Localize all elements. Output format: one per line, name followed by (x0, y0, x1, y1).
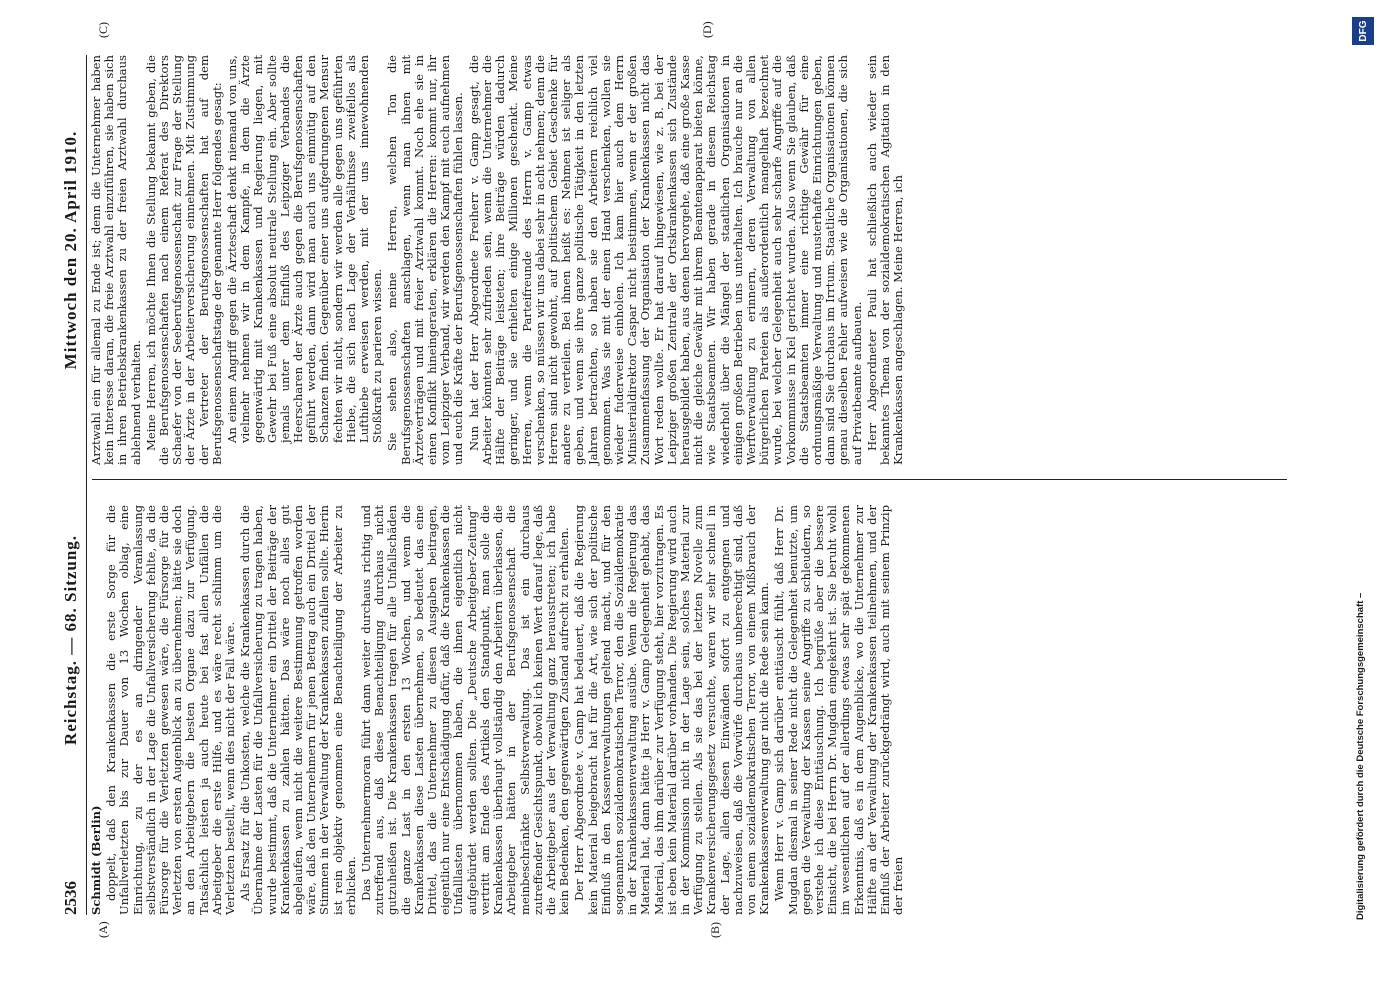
session-date: Mittwoch den 20. April 1910. (61, 130, 80, 370)
session-title: Reichstag. — 68. Sitzung. (61, 534, 80, 746)
paragraph: Der Herr Abgeordnete v. Gamp hat bedauert, daß die Regierung kein Material beigebracht hat für die Art, wie sich der politische Einfluß in den Kassenverwaltungen geltend macht, und für den sogenannten sozialdemokratischen Terror, den die Sozialdemokratie in der Krankenkassenverwaltung ausübe. Wenn die Regierung das Material hat, dann hätte ja Herr v. Gamp Gelegenheit gehabt, das Material, das ihm darüber zur Verfügung steht, hier vorzutragen. Es ist eben kein Material darüber vorhanden. Die Regierung wird auch in der Kommission nicht in der Lage sein, solches Material zur Verfügung zu stellen. Als sie das bei der letzten Novelle zum Krankenversicherungsgesetz versuchte, waren wir sehr schnell in der Lage, allen diesen Einwänden sofort zu entgegnen und nachzuweisen, daß die Vorwürfe durchaus unberechtigt sind, daß von einem sozialdemokratischen Terror, von einem Mißbrauch der Krankenkassenverwaltung gar nicht die Rede sein kann. (572, 505, 772, 915)
page-number: 2536 (61, 881, 80, 915)
paragraph: Nun hat der Herr Abgeordnete Freiherr v. Gamp gesagt, die Arbeiter könnten sehr zufrieden sein, wenn die Unternehmer die Hälfte der Beiträge leisteten; ihre Beiträge würden dadurch geringer, und sie erhielten einige Millionen geschenkt. Meine Herren, wenn die Parteifreunde des Herrn v. Gamp etwas verschenken, so müssen wir uns dabei sehr in acht nehmen; denn die Herren sind nicht gewohnt, auf politischem Gebiet Geschenke für andere zu verteilen. Bei ihnen heißt es: Nehmen ist seliger als geben, und wenn sie ihre ganze politische Tätigkeit in den letzten Jahren betrachten, so haben sie den Arbeitern reichlich viel genommen. Was sie mit der einen Hand verschenken, wollen sie wieder fuderweise einholen. Ich kam hier auch dem Herrn Ministerialdirektor Caspar nicht beistimmen, wenn er der großen Zusammenfassung der Organisation der Krankenkassen nicht das Wort reden wollte. Er hat darauf hingewiesen, wie z. B. bei der Leipziger großen Zentrale der Ortskrankenkassen sich Zustände herausgebildet haben, aus denen hervorgehe, daß eine große Kasse nicht die gleiche Gewähr mit ihrem Beamtenapparat bieten könne, wie Staatsbeamten. Wir haben gerade in diesem Reichstag wiederholt über die Mängel der staatlichen Organisationen in einigen großen Betrieben uns unterhalten. Ich brauche nur an die Werftverwaltung zu erinnern, deren Verwaltung von allen bürgerlichen Parteien als außerordentlich mangelhaft bezeichnet wurde, bei welcher Gelegenheit auch sehr scharfe Angriffe auf die Vorkommnisse in Kiel gerichtet wurden. Also wenn Sie glauben, daß die Staatsbeamten immer eine richtige Gewähr für eine ordnungsmäßige Verwaltung und musterhafte Einrichtungen geben, dann sind Sie durchaus im Irrtum. Staatliche Organisationen können genau dieselben Fehler aufweisen wie die Organisationen, die sich auf Privatbeamte aufbauen. (466, 55, 864, 465)
paragraph: Herr Abgeordneter Pauli hat schließlich auch wieder sein bekanntes Thema von der sozialdemokratischen Agitation in den Krankenkassen angeschlagen. Meine Herren, ich (864, 55, 906, 465)
dfg-logo: DFG (1352, 17, 1374, 45)
margin-letter-b: (B) (708, 922, 722, 938)
funding-note: Digitalisierung gefördert durch die Deutsche Forschungsgemeinschaft – (1355, 592, 1366, 920)
paragraph: Arztwahl ein für allemal zu Ende ist; denn die Unternehmer haben kein Interesse daran, die freie Arztwahl einzuführen, sie haben sich in ihren Betriebskrankenkassen zu der freien Arztwahl durchaus ablehnend verhalten. (89, 55, 143, 465)
page-header (58, 55, 84, 915)
paragraph: Als Ersatz für die Unkosten, welche die Krankenkassen durch die Übernahme der Lasten für die Unfallversicherung zu tragen haben, wurde bestimmt, daß die Unternehmer ein Drittel der Beiträge der Krankenkassen zu zahlen hätten. Das wäre noch alles gut abgelaufen, wenn nicht die weitere Bestimmung getroffen worden wäre, daß den Unternehmern für jenen Betrag auch ein Drittel der Stimmen in der Verwaltung der Krankenkassen zufallen sollte. Hierin ist rein objektiv genommen eine Benachteiligung der Arbeiter zu erblicken. (238, 505, 358, 915)
paragraph: Sie sehen also, meine Herren, welchen Ton die Berufsgenossenschaften anschlagen, wenn man ihnen mit Ärzteverträgen und mit freier Arztwahl kommt. Noch ehe sie in einen Konflikt hineingeraten, erklären die Herren: kommt nur, ihr vom Leipziger Verband, wir werden den Kampf mit euch aufnehmen und euch die Kräfte der Berufsgenossenschaften fühlen lassen. (385, 55, 466, 465)
paragraph: doppelt, daß den Krankenkassen die erste Sorge für die Unfallverletzten bis zur Dauer von 13 Wochen oblag, eine Einrichtung, zu der es an dringender Veranlassung selbstverständlich in der Lage die Unfallversicherung fehlte, da die Fürsorge für die Verletzten gewesen wäre, die Fürsorge für die Verletzten von ersten Augenblick an zu übernehmen; hätte sie doch an den Arbeitgebern die besten Organe dazu zur Verfügung. Tatsächlich leisten ja auch heute bei fast allen Unfällen die Arbeitgeber die erste Hilfe, und es wäre recht schlimm um die Verletzten bestellt, wenn dies nicht der Fall wäre. (104, 505, 238, 915)
speaker-line (90, 505, 103, 915)
column-divider (92, 479, 1287, 480)
left-column (90, 505, 1290, 915)
header-rule (86, 55, 87, 915)
paragraph: Meine Herren, ich möchte Ihnen die Stellung bekannt geben, die die Berufsgenossenschaften nach einem Referat des Direktors Schaefer von der Seeberufsgenossenschaft zur Frage der Stellung der Ärzte in der Arbeiterversicherung einnehmen. Mit Zustimmung der Vertreter der Berufsgenossenschaften hat auf dem Berufsgenossenschaftstage der genannte Herr folgendes gesagt: (143, 55, 224, 465)
margin-letter-a: (A) (96, 921, 110, 938)
margin-letter-c: (C) (96, 22, 110, 38)
paragraph: Das Unternehmermoran führt dann weiter durchaus richtig und zutreffend aus, daß diese Benachteiligung durchaus nicht gutzuheißen ist. Die Krankenkassen tragen für alle Unfallschäden die ganze Last in den ersten 13 Wochen, und wenn die Krankenkassen diese Lasten übernehmen, so bedeutet das eine Drittel, das die Unternehmer zu diesen Ausgaben beitragen, eigentlich nur eine Entschädigung dafür, daß die Krankenkassen die Unfalllasten übernommen haben, die ihnen eigentlich nicht aufgebürdet werden sollten. Die „Deutsche Arbeitgeber-Zeitung“ vertritt am Ende des Artikels den Standpunkt, man solle die Krankenkassen überhaupt vollständig den Arbeitern überlassen, die Arbeitgeber hätten in der Berufsgenossenschaft die meinbeschränkte Selbstverwaltung. Das ist ein durchaus zutreffender Gesichtspunkt, obwohl ich keinen Wert darauf lege, daß die Arbeitgeber aus der Verwaltung ganz herausstreten; ich habe kein Bedenken, den gegenwärtigen Zustand aufrecht zu erhalten. (359, 505, 572, 915)
margin-letter-d: (D) (700, 21, 714, 38)
right-column (90, 55, 1290, 465)
quotation: An einem Angriff gegen die Ärzteschaft denkt niemand von uns, vielmehr nehmen wir in dem Kampfe, in dem die Ärzte gegenwärtig mit Krankenkassen und Regierung liegen, mit Gewehr bei Fuß eine absolut neutrale Stellung ein. Aber sollte jemals unter dem Einfluß des Leipziger Verbandes die Heerscharen der Ärzte auch gegen die Berufsgenossenschaften geführt werden, dann wird man auch uns einmütig auf den Schanzen finden. Gegenüber einer uns aufgedrungenen Mensur fechten wir nicht, sondern wir werden alle gegen uns geführten Hiebe, die sich nach Lage der Verhältnisse zweifellos als Lufthiebe erweisen werden, mit der uns innewohnenden Stoßkraft zu parieren wissen. (225, 55, 385, 443)
paragraph: Wenn Herr v. Gamp sich darüber enttäuscht fühlt, daß Herr Dr. Mugdan diesmal in seiner Rede nicht die Gelegenheit benutzte, um gegen die Verwaltung der Kassen seine Angriffe zu schleudern, so verstehe ich diese Enttäuschung. Ich begrüße aber die bessere Einsicht, die bei Herrn Dr. Mugdan eingekehrt ist. Sie beruht wohl im wesentlichen auf der allerdings etwas sehr spät gekommenen Erkenntnis, daß es in dem Augenblicke, wo die Unternehmer zur Hälfte an der Verwaltung der Krankenkassen teilnehmen, und der Einfluß der Arbeiter zurückgedrängt wird, auch mit seinem Prinzip der freien (772, 505, 906, 915)
speaker-name: Schmidt (Berlin) (89, 805, 103, 915)
